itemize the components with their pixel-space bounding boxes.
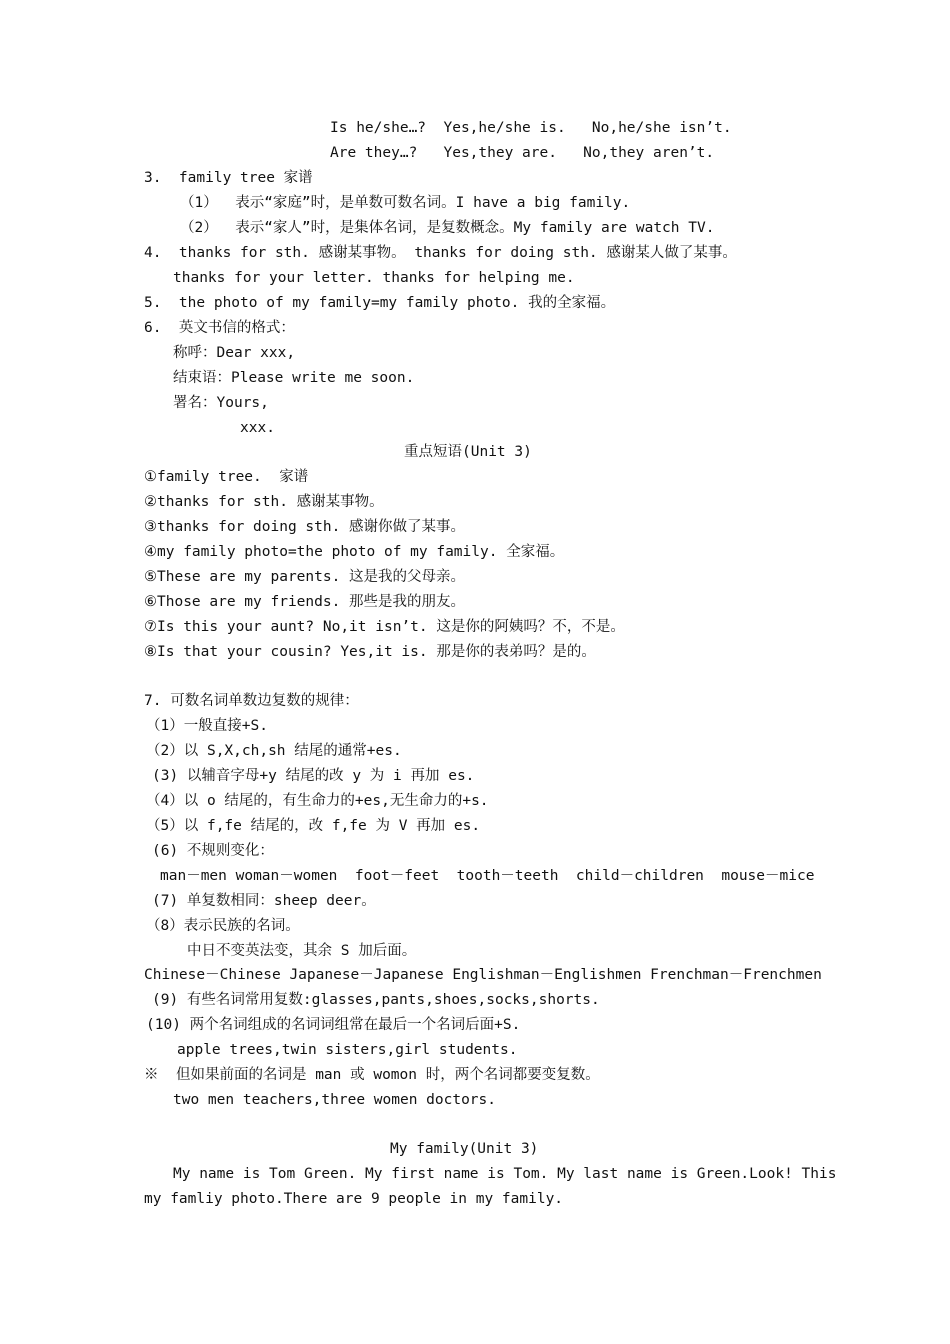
section-title-phrases: 重点短语(Unit 3) [404,444,532,460]
answer-pattern-he-she: Is he/she…? Yes,he/she is. No,he/she isn’t. [330,120,732,136]
plural-rule-1: （1）一般直接+S. [146,718,268,734]
passage-line-1: My name is Tom Green. My first name is Tom. My last name is Green.Look! This [173,1166,837,1182]
phrase-1: ①family tree. 家谱 [144,469,309,485]
phrase-4: ④my family photo=the photo of my family. 全家福。 [144,544,565,560]
section-title-my-family: My family(Unit 3) [390,1141,539,1157]
passage-line-2: my famliy photo.There are 9 people in my family. [144,1191,564,1207]
note-man-woman: ※ 但如果前面的名词是 man 或 womon 时，两个名词都要变复数。 [144,1067,600,1083]
nationality-examples: Chinese－Chinese Japanese－Japanese Englishman－Englishmen Frenchman－Frenchmen [144,967,822,983]
note-example: two men teachers,three women doctors. [173,1092,497,1108]
plural-rule-9: (9) 有些名词常用复数:glasses,pants,shoes,socks,shorts. [152,992,600,1008]
item-3-sub-1: （1） 表示“家庭”时，是单数可数名词。I have a big family. [180,195,631,211]
answer-pattern-they: Are they…? Yes,they are. No,they aren’t. [330,145,715,161]
plural-rule-10: (10) 两个名词组成的名词词组常在最后一个名词后面+S. [146,1017,521,1033]
plural-rule-7: (7) 单复数相同：sheep deer。 [152,893,376,909]
phrase-7: ⑦Is this your aunt? No,it isn’t. 这是你的阿姨吗？不，不是。 [144,619,625,635]
item-3-heading: 3. family tree 家谱 [144,170,313,186]
plural-rule-2: （2）以 S,X,ch,sh 结尾的通常+es. [146,743,402,759]
plural-rule-5: （5）以 f,fe 结尾的，改 f,fe 为 V 再加 es. [146,818,481,834]
letter-signature: 署名：Yours, [173,395,269,411]
plural-rule-3: (3) 以辅音字母+y 结尾的改 y 为 i 再加 es. [152,768,475,784]
item-7-heading: 7. 可数名词单数边复数的规律： [144,693,359,709]
phrase-2: ②thanks for sth. 感谢某事物。 [144,494,384,510]
plural-rule-6: (6) 不规则变化： [152,843,274,859]
item-6-heading: 6. 英文书信的格式： [144,320,295,336]
letter-salutation: 称呼：Dear xxx, [173,345,296,361]
letter-name: xxx. [240,420,275,436]
item-4-heading: 4. thanks for sth. 感谢某事物。 thanks for doing sth. 感谢某人做了某事。 [144,245,737,261]
nationality-mnemonic: 中日不变英法变，其余 S 加后面。 [187,943,417,959]
irregular-plurals: man－men woman－women foot－feet tooth－teeth child－children mouse－mice [160,868,815,884]
plural-rule-10-example: apple trees,twin sisters,girl students. [177,1042,518,1058]
plural-rule-4: （4）以 o 结尾的，有生命力的+es,无生命力的+s. [146,793,489,809]
item-4-example: thanks for your letter. thanks for helping me. [173,270,575,286]
letter-closing: 结束语：Please write me soon. [173,370,415,386]
item-5: 5. the photo of my family=my family photo. 我的全家福。 [144,295,616,311]
plural-rule-8: （8）表示民族的名词。 [146,918,300,934]
item-3-sub-2: （2） 表示“家人”时，是集体名词，是复数概念。My family are watch TV. [180,220,715,236]
phrase-5: ⑤These are my parents. 这是我的父母亲。 [144,569,466,585]
phrase-8: ⑧Is that your cousin? Yes,it is. 那是你的表弟吗？是的。 [144,644,596,660]
phrase-6: ⑥Those are my friends. 那些是我的朋友。 [144,594,466,610]
phrase-3: ③thanks for doing sth. 感谢你做了某事。 [144,519,466,535]
